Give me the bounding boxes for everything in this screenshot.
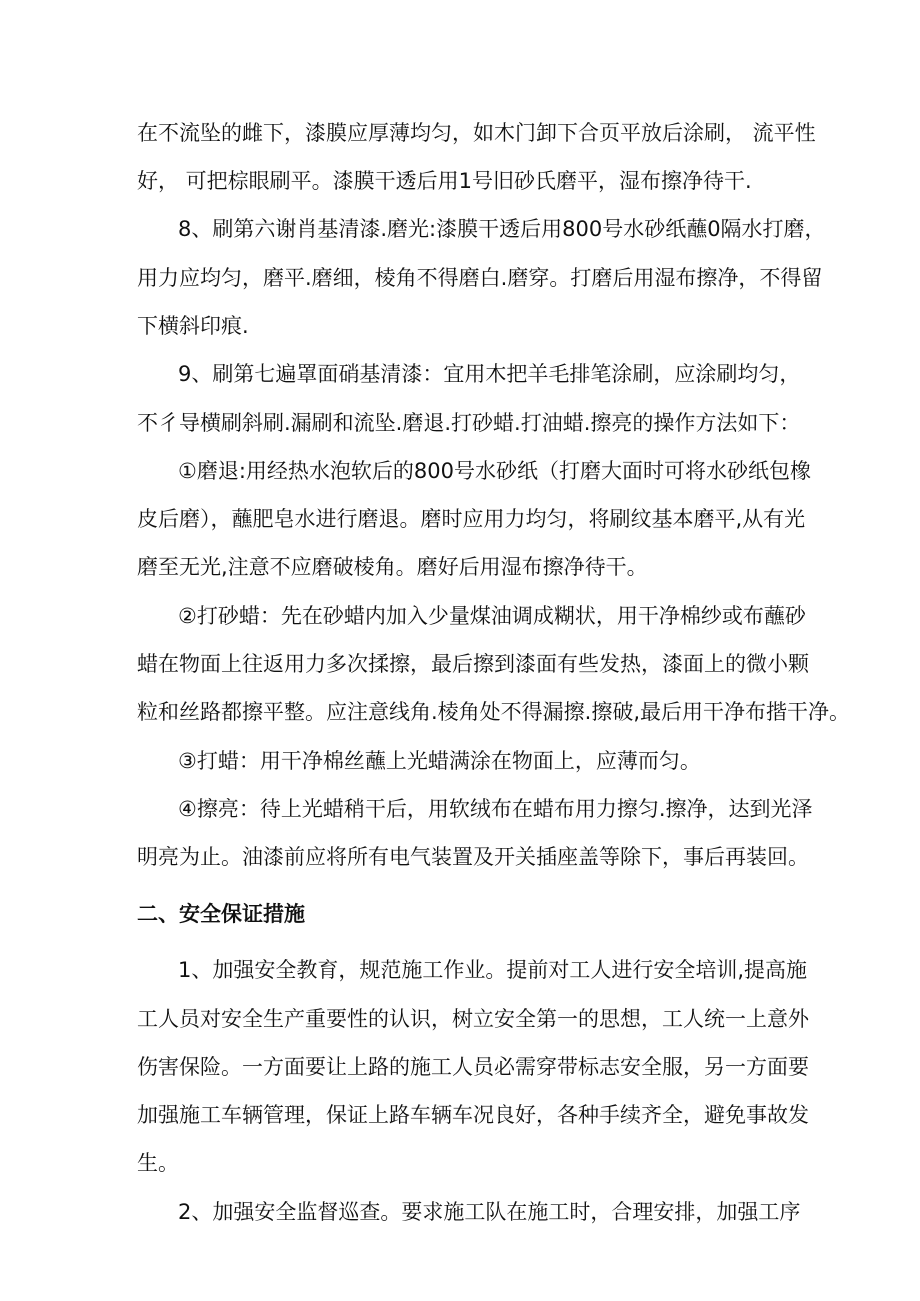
paragraph-line: 2、加强安全监督巡查。要求施工队在施工时，合理安排，加强工序 xyxy=(178,1200,801,1224)
paragraph-line: 1、加强安全教育，规范施工作业。提前对工人进行安全培训,提高施 xyxy=(178,958,808,982)
paragraph-line: 明亮为止。油漆前应将所有电气装置及开关插座盖等除下，事后再装回。 xyxy=(137,845,809,869)
paragraph-line: ②打砂蜡：先在砂蜡内加入少量煤油调成糊状，用干净棉纱或布蘸砂 xyxy=(178,604,806,628)
paragraph-line: 不彳导横刷斜刷.漏刷和流坠.磨退.打砂蜡.打油蜡.擦亮的操作方法如下： xyxy=(137,411,801,435)
paragraph-line: 伤害保险。一方面要让上路的施工人员必需穿带标志安全服，另一方面要 xyxy=(137,1055,809,1079)
section-heading: 二、安全保证措施 xyxy=(137,902,305,926)
paragraph-line: 工人员对安全生产重要性的认识，树立安全第一的思想，工人统一上意外 xyxy=(137,1007,809,1031)
paragraph-line: 生。 xyxy=(137,1151,179,1175)
paragraph-line: 粒和丝路都擦平整。应注意线角.棱角处不得漏擦.擦破,最后用干净布揩干净。 xyxy=(137,700,851,724)
paragraph-line: 在不流坠的雌下，漆膜应厚薄均匀，如木门卸下合页平放后涂刷， 流平性 xyxy=(137,121,816,145)
paragraph-line: 皮后磨），蘸肥皂水进行磨退。磨时应用力均匀，将刷纹基本磨平,从有光 xyxy=(137,507,806,531)
paragraph-line: 磨至无光,注意不应磨破棱角。磨好后用湿布擦净待干。 xyxy=(137,555,648,579)
paragraph-line: 下横斜印痕. xyxy=(137,314,249,338)
paragraph-line: 用力应均匀，磨平.磨细，棱角不得磨白.磨穿。打磨后用湿布擦净，不得留 xyxy=(137,266,823,290)
paragraph-line: ①磨退:用经热水泡软后的800号水砂纸（打磨大面时可将水砂纸包橡 xyxy=(178,459,811,483)
paragraph-line: 蜡在物面上往返用力多次揉擦，最后擦到漆面有些发热，漆面上的微小颗 xyxy=(137,652,809,676)
paragraph-line: 好， 可把棕眼刷平。漆膜干透后用1号旧砂氏磨平，湿布擦净待干. xyxy=(137,169,752,193)
paragraph-line: ③打蜡：用干净棉丝蘸上光蜡满涂在物面上，应薄而匀。 xyxy=(178,749,701,773)
paragraph-line: 加强施工车辆管理，保证上路车辆车况良好，各种手续齐全，避免事故发 xyxy=(137,1103,809,1127)
paragraph-line: 8、刷第六谢肖基清漆.磨光:漆膜干透后用800号水砂纸蘸0隔水打磨， xyxy=(178,217,826,241)
paragraph-line: ④擦亮：待上光蜡稍干后，用软绒布在蜡布用力擦匀.擦净，达到光泽 xyxy=(178,797,813,821)
paragraph-line: 9、刷第七遍罩面硝基清漆：宜用木把羊毛排笔涂刷，应涂刷均匀， xyxy=(178,362,801,386)
